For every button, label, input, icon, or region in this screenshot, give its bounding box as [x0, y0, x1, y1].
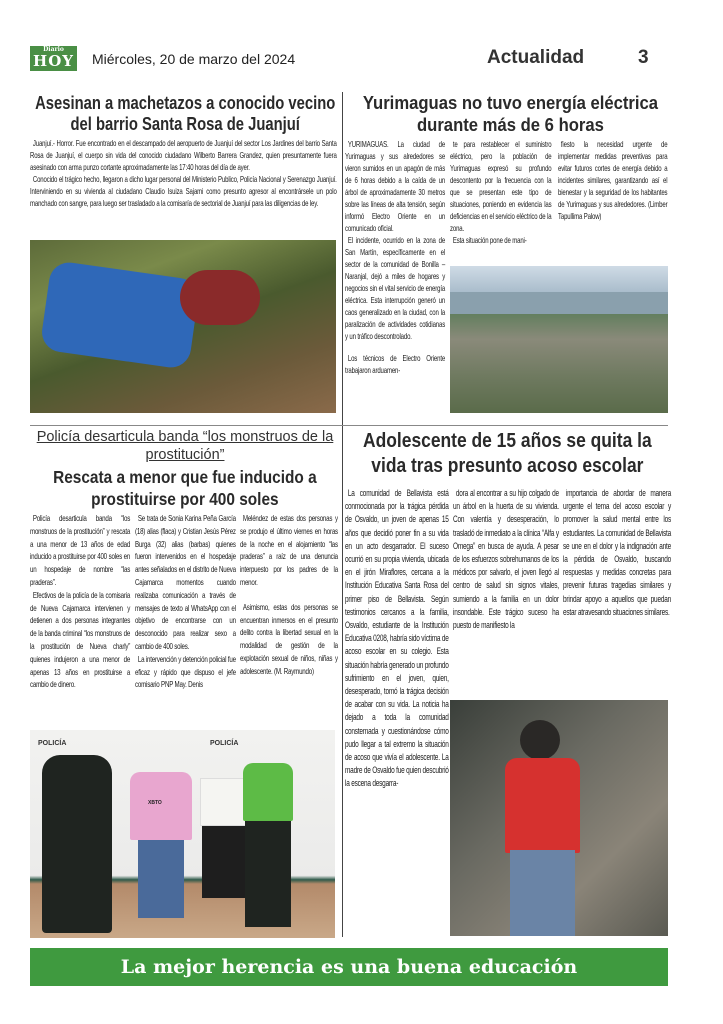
paragraph: Conocido el trágico hecho, llegaron a dicho lugar personal del Ministerio Publico, Policía Nacional y Serenazgo Juanjuí. Interviniendo en su vivienda al ciudadano Claudio Isuiza Sajami como presunto agresor al encontrársele un polo manchado con sangre, para luego ser trasladado a la comisaría de sectorial de Juanjuí para las diligencias de ley. [30, 174, 337, 208]
paragraph: Los técnicos de Electro Oriente trabajaron arduamen- [345, 353, 446, 375]
article-headline: Asesinan a machetazos a conocido vecino del barrio Santa Rosa de Juanjuí [35, 92, 336, 134]
paragraph: dora al encontrar a su hijo colgado de un árbol en la huerta de su vivienda. Con valentía y desesperación, lo trasladó de inmediato a la clínica “Alfa y Omega” en busca de ayuda. A pesar de los esfuerzos sobrehumanos de los médicos por salvarlo, el joven llegó al centro de salud sin signos vitales, sumiendo a la familia en un dolor insondable. Este trágico suceso ha puesto de manifiesto la [453, 488, 559, 631]
police-arrest-photo [30, 730, 335, 938]
red-shirt [505, 758, 580, 853]
city-aerial-photo [450, 266, 668, 413]
paragraph: La comunidad de Bellavista está conmocionada por la trágica pérdida de Osvaldo, un joven de apenas 15 años que decidió poner fin a su vida en un acto desgarrador. El suceso ocurrió en su propia vivienda, ubicada en el jirón Miraflores, cercana a la Institución Educativa Santa Rosa del primer piso de Bellavista. Según testimonios cercanos a la familia, Osvaldo, estudiante de la Institución Educativa 0208, habría sido víctima de acoso escolar en su colegio. Esta situación habría generado un profundo sufrimiento en el joven, quien, desesperado, tomó la trágica decisión de acabar con su vida. La noticia ha dejado a toda la comunidad consternada y cuestionándose cómo pudo llegar a tal extremo la situación de acoso que vivía el adolescente. La madre de Osvaldo fue quien descubrió la escena desgarra- [345, 488, 449, 789]
photo-backdrop-text: POLICÍA [210, 740, 239, 747]
logo-hoy: HOY [33, 52, 74, 70]
article-kicker: Policía desarticula banda “los monstruos de la prostitución” [36, 429, 334, 463]
photo-figure [39, 260, 200, 370]
paragraph: La intervención y detención policial fue eficaz y rápido que dispuso el jefe comisario PNP May. Denis [135, 653, 236, 690]
victim-photo [450, 700, 668, 936]
paragraph: importancia de abordar de manera urgente el tema del acoso escolar y promover la salud mental entre los estudiantes. La comunidad de Bellavista se une en el dolor y la indignación ante la pérdida de Osvaldo, buscando respuestas y medidas concretas para prevenir futuras tragedias similares y brindar apoyo a aquellos que puedan estar atravesando situaciones similares. [563, 488, 671, 617]
paragraph: te para restablecer el suministro eléctrico, pero la población de Yurimaguas expresó su profundo descontento por la frecuencia con la que se presentan este tipo de situaciones, poniendo en evidencia las deficiencias en el servicio eléctrico de la zona. [450, 139, 552, 233]
blurred-face [520, 720, 560, 760]
article-column [345, 487, 449, 791]
article-column [30, 512, 130, 691]
article-column [450, 138, 552, 246]
article-column [558, 138, 667, 222]
officer-figure [245, 821, 291, 927]
article-column [135, 512, 236, 691]
paragraph: Efectivos de la policía de la comisaria de Nueva Cajamarca intervienen y detienen a dos personas integrantes de la banda criminal “los monstruos de la prostitución de Nueva charly” quienes indujeron a una menor de apenas 13 años en prostituirse a cambio de dinero. [30, 589, 131, 690]
shirt-text: XBTO [148, 800, 162, 806]
paragraph: Se trata de Sonia Karina Peña García (18) alias (flaca) y Cristian Jesús Pérez Burga (32) alias (barbas) quienes fueron intervenidos en el hospedaje antes señalados en el distrito de Nueva Cajamarca momentos cuando realizaba comunicación a través de mensajes de texto al WhatsApp con el objetivo de encontrarse con un desconocido para realizar sexo a cambio de 400 soles. [135, 513, 236, 651]
footer-banner: La mejor herencia es una buena educación [30, 948, 668, 986]
article-column [563, 487, 671, 619]
article-headline: Adolescente de 15 años se quita la vida tras presunto acoso escolar [363, 429, 652, 477]
newspaper-logo [30, 46, 77, 71]
article-body [30, 137, 337, 209]
officer-figure [42, 755, 112, 933]
crime-scene-photo [30, 240, 336, 413]
detainee-skirt [202, 826, 246, 898]
section-title: Actualidad [487, 47, 585, 68]
column-divider [342, 92, 343, 937]
article-column [345, 138, 445, 376]
paragraph: Asimismo, estas dos personas se encuentran inmersos en el presunto delito contra la libertad sexual en la modalidad de gestión de la explotación sexual de niños, niñas y adolescente. (M. Raymundo) [240, 601, 338, 676]
river [450, 292, 668, 314]
paragraph: Juanjuí.- Horror. Fue encontrado en el descampado del aeropuerto de Juanjuí del sector Los Jardines del barrio Santa Rosa de Juanjuí, el cuerpo sin vida del conocido ciudadano Wilberto Barrera Grandez, quien presuntamente fuera asesinado con arma punzo cortante aproximadamente las 17:40 horas del día de ayer. [30, 138, 337, 172]
paragraph: El incidente, ocurrido en la zona de San Martín, específicamente en el sector de la comunidad de Bonilla – Naranjal, dejó a miles de hogares y negocios sin el vital servicio de energía eléctrica. Esta interrupción generó un caos generalizado en la ciudad, con la paralización de actividades cotidianas y un tráfico descontrolado. [345, 235, 446, 341]
article-headline: Yurimaguas no tuvo energía eléctrica durante más de 6 horas [362, 92, 659, 135]
photo-backdrop-text: POLICÍA [38, 740, 67, 747]
article-column [453, 487, 559, 632]
article-column [240, 512, 338, 678]
detainee-shirt [130, 772, 192, 840]
officer-vest [243, 763, 293, 821]
photo-detail [180, 270, 260, 325]
paragraph: Meléndez de estas dos personas y se produjo el último viernes en horas de la noche en el alojamiento “las praderas” a raíz de una denuncia interpuesto por los padres de la menor. [240, 513, 338, 587]
detainee-blouse [200, 778, 248, 826]
paragraph: fiesto la necesidad urgente de implementar medidas preventivas para evitar futuros cortes de energía debido a incidentes similares, garantizando así el bienestar y la seguridad de los habitantes de Yurimaguas y sus alrededores. (Limber Tapullima Palow) [558, 139, 668, 221]
article-headline: Rescata a menor que fue inducido a prostituirse por 400 soles [53, 467, 317, 509]
paragraph: Policía desarticula banda “los monstruos de la prostitución” y rescata a una menor de 13 años de edad inducido a prostituirse por 400 soles en un hospedaje de nombre “las praderas”. [30, 513, 131, 587]
logo-diario: Diario [43, 46, 64, 53]
page-number: 3 [638, 47, 649, 68]
paragraph: YURIMAGUAS. La ciudad de Yurimaguas y sus alrededores se vieron sumidos en un apagón de más de 6 horas debido a la caída de un árbol de aproximadamente 30 metros sobre las líneas de alta tensión, según informó Electro Oriente en un comunicado oficial. [345, 139, 446, 233]
row-divider [30, 425, 668, 426]
issue-date: Miércoles, 20 de marzo del 2024 [92, 51, 296, 67]
detainee-jeans [138, 840, 184, 918]
paragraph: Esta situación pone de mani- [452, 235, 527, 245]
jeans [510, 850, 575, 936]
